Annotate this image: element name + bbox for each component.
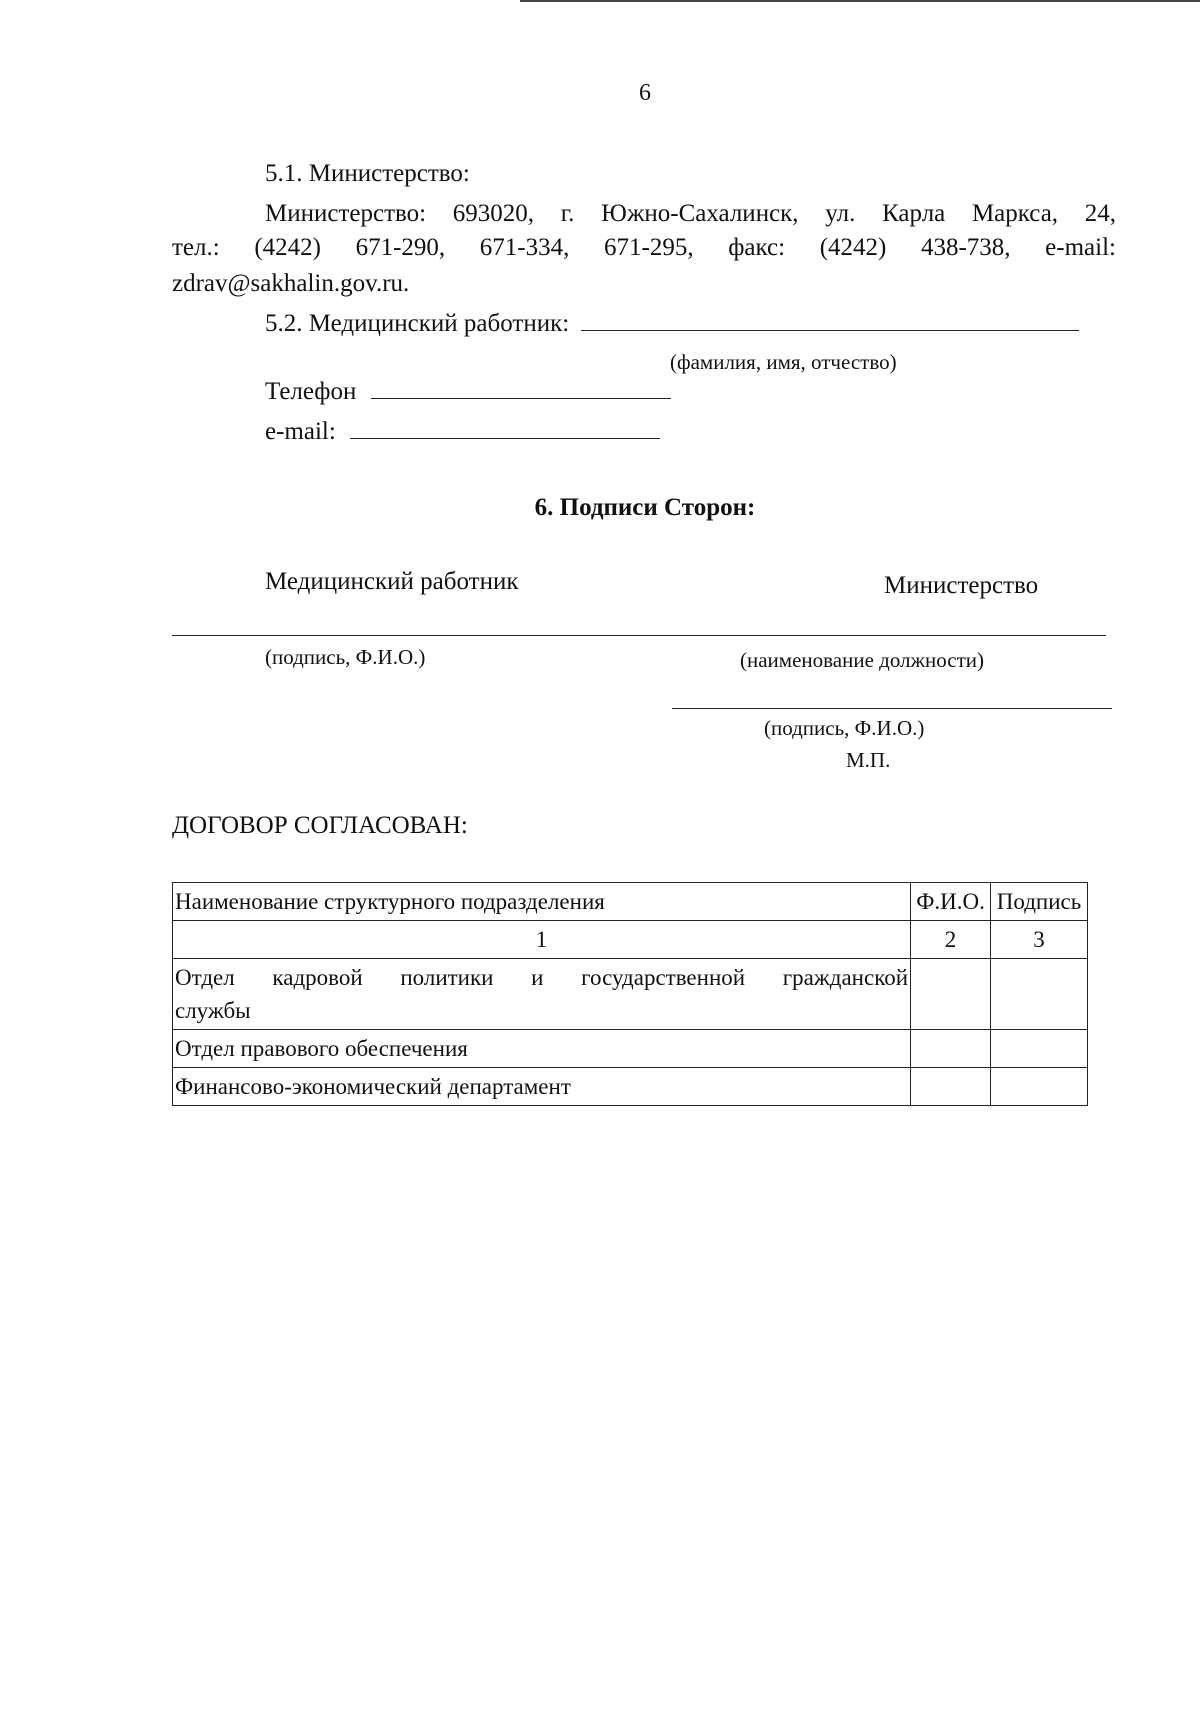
medical-worker-title: Медицинский работник [265,568,519,595]
medical-worker-sign-hint: (подпись, Ф.И.О.) [265,645,426,669]
page-number: 6 [639,80,651,106]
ministry-address-line2: тел.: (4242) 671-290, 671-334, 671-295, факс: (4242) 438-738, e-mail: [172,234,1116,261]
table-row [173,959,1088,1030]
signature-line-main[interactable] [172,635,1106,636]
agreement-table [172,882,1088,1106]
column-number: 1 [173,921,911,959]
medical-worker-label: 5.2. Медицинский работник: [265,310,570,337]
phone-field[interactable] [371,380,671,399]
signature-cell[interactable] [991,1030,1088,1068]
email-row [265,418,660,446]
signature-cell[interactable] [991,959,1088,1030]
agreement-title: ДОГОВОР СОГЛАСОВАН: [172,812,468,839]
signatures-heading: 6. Подписи Сторон: [534,494,756,521]
ministry-sign-hint: (подпись, Ф.И.О.) [764,716,925,740]
ministry-title: Министерство [884,572,1039,599]
column-number: 2 [911,921,991,959]
ministry-email: zdrav@sakhalin.gov.ru. [172,270,410,297]
top-border-line [520,0,1200,2]
department-name-line1: Отдел кадровой политики и государственной гражданской [175,965,909,990]
department-name: Отдел правового обеспечения [173,1030,911,1068]
medical-worker-name-field[interactable] [581,312,1079,331]
stamp-label: М.П. [846,748,891,772]
phone-label: Телефон [265,378,357,405]
medical-worker-hint: (фамилия, имя, отчество) [670,350,897,374]
table-number-row [173,921,1088,959]
ministry-address-line1: Министерство: 693020, г. Южно-Сахалинск, ул. Карла Маркса, 24, [265,200,1116,227]
fio-cell[interactable] [911,959,991,1030]
phone-row [265,378,671,406]
ministry-signature-line[interactable] [672,708,1112,709]
table-header-row [173,883,1088,921]
signature-cell[interactable] [991,1068,1088,1106]
header-department: Наименование структурного подразделения [173,883,911,921]
ministry-position-hint: (наименование должности) [740,648,985,672]
fio-cell[interactable] [911,1030,991,1068]
column-number: 3 [991,921,1088,959]
department-name: Финансово-экономический департамент [173,1068,911,1106]
email-field[interactable] [350,420,660,439]
medical-worker-row [265,310,1079,338]
header-fio: Ф.И.О. [911,883,991,921]
ministry-heading: 5.1. Министерство: [265,160,470,187]
fio-cell[interactable] [911,1068,991,1106]
table-row [173,1068,1088,1106]
email-label: e-mail: [265,418,336,445]
department-name-line2: службы [175,998,251,1023]
table-row [173,1030,1088,1068]
department-name [173,959,911,1030]
header-signature: Подпись [991,883,1088,921]
